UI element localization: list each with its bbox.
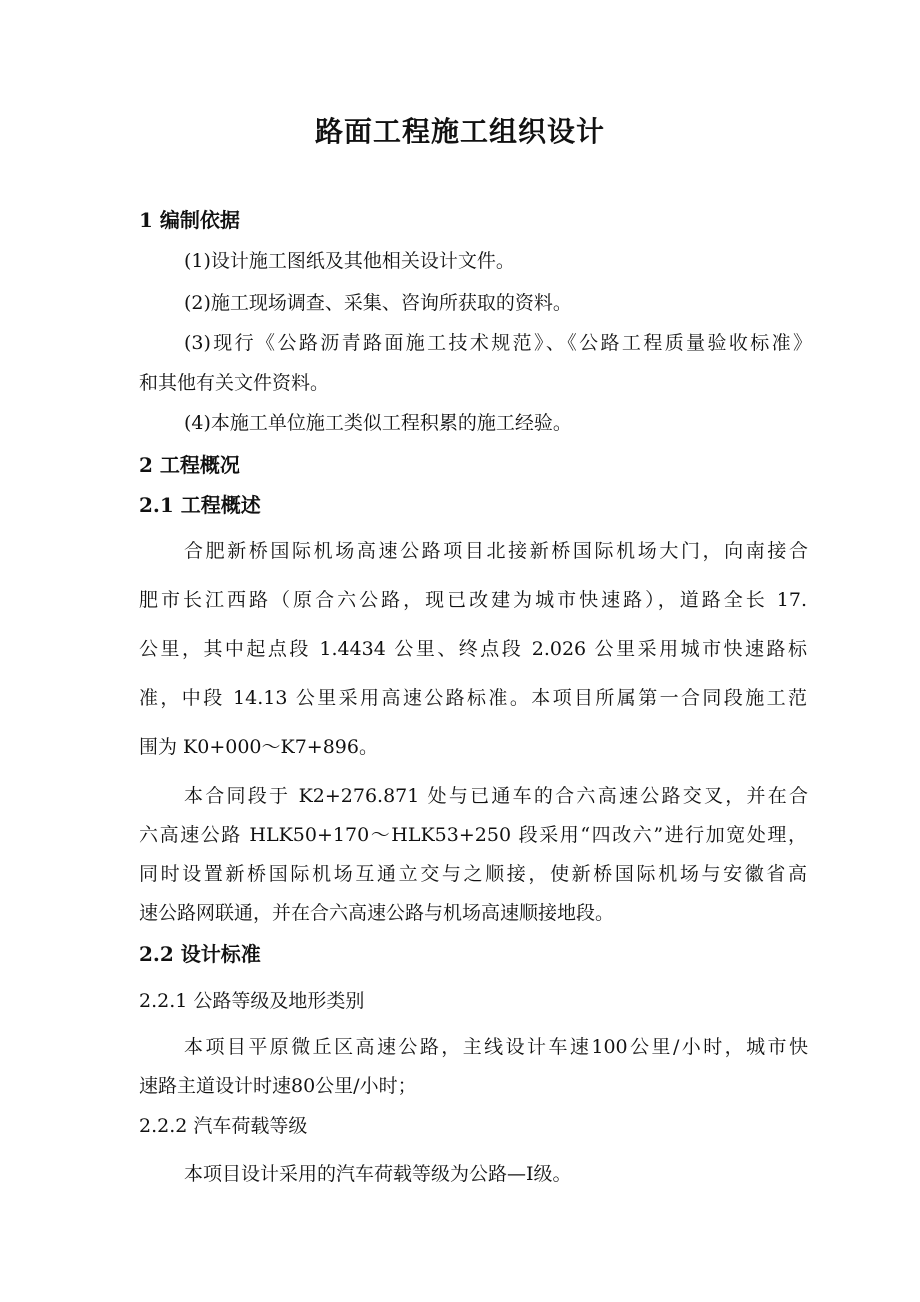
section-2-2-heading: 2.2 设计标准 [139,942,261,966]
load-p-line-1: 本项目设计采用的汽车荷载等级为公路—I级。 [184,1163,572,1185]
grade-p-line-2: 速路主道设计时速80公里/小时； [139,1075,417,1097]
overview-p1-line-3-text: 公里，其中起点段 1.4434 公里、终点段 2.026 公里采用城市快速路标 [139,638,807,660]
overview-p2-line-3-text: 同时设置新桥国际机场互通立交与之顺接，使新桥国际机场与安徽省高 [139,863,807,885]
document-title: 路面工程施工组织设计 [314,115,605,148]
section-2-heading: 2 工程概况 [139,453,240,477]
overview-p1-line-1-text: 合肥新桥国际机场高速公路项目北接新桥国际机场大门，向南接合 [184,540,808,562]
section-1-heading: 1 编制依据 [139,208,240,232]
basis-item-3-text: (3)现行《公路沥青路面施工技术规范》、《公路工程质量验收标准》 [184,332,812,354]
section-2-2-2-heading: 2.2.2 汽车荷载等级 [139,1115,308,1137]
overview-p1-line-2 [139,585,807,612]
section-2-1-heading: 2.1 工程概述 [139,493,261,517]
grade-p-line-1-text: 本项目平原微丘区高速公路，主线设计车速100公里/小时，城市快 [184,1036,808,1058]
basis-item-1: (1)设计施工图纸及其他相关设计文件。 [184,250,515,272]
overview-p2-line-1 [184,781,808,808]
overview-p1-line-2-text: 肥市长江西路（原合六公路，现已改建为城市快速路），道路全长 17. [139,589,807,611]
overview-p1-line-4-text: 准，中段 14.13 公里采用高速公路标准。本项目所属第一合同段施工范 [139,687,807,709]
overview-p1-line-1 [184,536,808,563]
overview-p2-line-2 [139,820,807,847]
overview-p2-line-1-text: 本合同段于 K2+276.871 处与已通车的合六高速公路交叉，并在合 [184,785,808,807]
section-2-2-1-heading: 2.2.1 公路等级及地形类别 [139,990,365,1012]
basis-item-3 [184,328,812,355]
overview-p2-line-4: 速公路网联通，并在合六高速公路与机场高速顺接地段。 [139,902,615,924]
overview-p2-line-2-text: 六高速公路 HLK50+170～HLK53+250 段采用“四改六”进行加宽处理， [139,824,807,846]
grade-p-line-1 [184,1032,808,1059]
overview-p2-line-3 [139,859,807,886]
overview-p1-line-4 [139,683,807,710]
basis-item-3-continued: 和其他有关文件资料。 [139,372,330,394]
overview-p1-line-3 [139,634,807,661]
basis-item-4: (4)本施工单位施工类似工程积累的施工经验。 [184,412,572,434]
overview-p1-line-5: 围为 K0+000～K7+896。 [139,736,378,758]
basis-item-2: (2)施工现场调查、采集、咨询所获取的资料。 [184,292,572,314]
